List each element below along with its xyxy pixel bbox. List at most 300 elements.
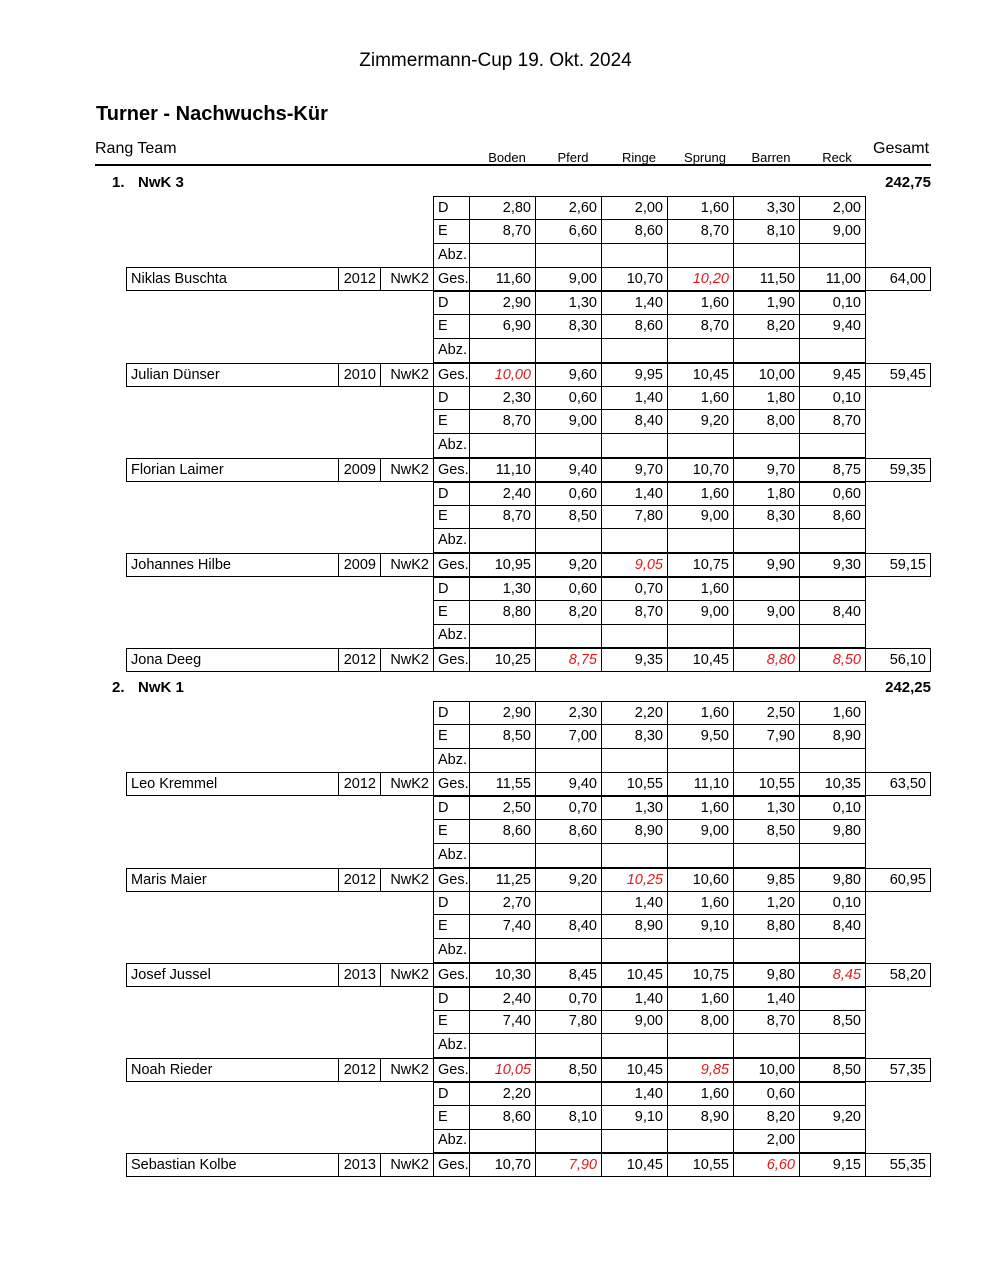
athlete-name: Noah Rieder <box>126 1058 339 1082</box>
score-abz <box>470 1034 536 1058</box>
score-d: 2,80 <box>470 196 536 220</box>
score-abz <box>536 1129 602 1153</box>
score-d: 2,30 <box>536 701 602 725</box>
score-abz <box>536 1034 602 1058</box>
score-e: 8,40 <box>536 915 602 939</box>
score-d: 0,10 <box>800 796 866 820</box>
score-ges: 10,45 <box>602 1153 668 1177</box>
score-ges: 8,75 <box>536 648 602 672</box>
row-label-abz: Abz. <box>433 1034 470 1058</box>
score-abz <box>734 749 800 773</box>
score-e: 8,50 <box>800 1010 866 1034</box>
score-abz <box>470 434 536 458</box>
row-label-e: E <box>433 1106 470 1130</box>
athlete-year: 2012 <box>339 267 381 291</box>
score-e: 8,10 <box>536 1106 602 1130</box>
score-e: 8,20 <box>734 315 800 339</box>
header-boden: Boden <box>488 150 526 165</box>
score-ges: 9,70 <box>734 458 800 482</box>
score-abz <box>800 529 866 553</box>
score-e: 9,10 <box>602 1106 668 1130</box>
athlete-year: 2010 <box>339 363 381 387</box>
score-ges: 10,00 <box>734 1058 800 1082</box>
section-title: Turner - Nachwuchs-Kür <box>96 103 328 125</box>
row-label-e: E <box>433 220 470 244</box>
score-ges: 9,20 <box>536 553 602 577</box>
score-ges: 10,00 <box>470 363 536 387</box>
athlete-year: 2012 <box>339 772 381 796</box>
row-label-abz: Abz. <box>433 434 470 458</box>
score-ges: 11,10 <box>668 772 734 796</box>
score-e: 8,40 <box>800 601 866 625</box>
score-e: 8,70 <box>800 410 866 434</box>
score-e: 8,50 <box>734 820 800 844</box>
row-label-abz: Abz. <box>433 244 470 268</box>
score-abz <box>602 1034 668 1058</box>
score-ges: 10,00 <box>734 363 800 387</box>
score-ges: 9,00 <box>536 267 602 291</box>
athlete-category: NwK2 <box>381 458 433 482</box>
score-e: 8,70 <box>470 220 536 244</box>
row-label-ges: Ges. <box>433 772 470 796</box>
athlete-total: 56,10 <box>866 648 931 672</box>
score-abz <box>470 529 536 553</box>
score-e: 8,60 <box>470 1106 536 1130</box>
team-total: 242,75 <box>885 174 931 191</box>
score-ges: 9,80 <box>800 868 866 892</box>
score-d: 0,10 <box>800 891 866 915</box>
score-abz <box>800 434 866 458</box>
score-e: 8,90 <box>800 725 866 749</box>
score-abz <box>602 1129 668 1153</box>
score-e: 9,00 <box>800 220 866 244</box>
score-d: 1,40 <box>602 891 668 915</box>
row-label-d: D <box>433 1082 470 1106</box>
score-d: 1,40 <box>602 386 668 410</box>
score-abz <box>470 624 536 648</box>
row-label-e: E <box>433 725 470 749</box>
row-label-e: E <box>433 1010 470 1034</box>
score-ges: 9,85 <box>734 868 800 892</box>
score-abz <box>800 939 866 963</box>
score-ges: 7,90 <box>536 1153 602 1177</box>
score-abz <box>734 529 800 553</box>
score-e: 9,00 <box>668 505 734 529</box>
score-e: 9,20 <box>800 1106 866 1130</box>
score-ges: 8,80 <box>734 648 800 672</box>
athlete-total: 64,00 <box>866 267 931 291</box>
score-ges: 10,60 <box>668 868 734 892</box>
score-ges: 9,35 <box>602 648 668 672</box>
row-label-d: D <box>433 196 470 220</box>
athlete-category: NwK2 <box>381 267 433 291</box>
score-ges: 9,70 <box>602 458 668 482</box>
athlete-name: Jona Deeg <box>126 648 339 672</box>
row-label-ges: Ges. <box>433 363 470 387</box>
score-d: 2,50 <box>734 701 800 725</box>
score-abz <box>734 339 800 363</box>
score-ges: 10,45 <box>668 363 734 387</box>
score-ges: 8,50 <box>800 1058 866 1082</box>
score-ges: 11,55 <box>470 772 536 796</box>
score-d: 0,60 <box>536 577 602 601</box>
score-e: 9,00 <box>668 820 734 844</box>
score-e: 9,80 <box>800 820 866 844</box>
score-e: 8,50 <box>470 725 536 749</box>
score-e: 9,00 <box>668 601 734 625</box>
header-sprung: Sprung <box>684 150 726 165</box>
row-label-d: D <box>433 796 470 820</box>
score-abz <box>800 1129 866 1153</box>
score-d: 2,90 <box>470 701 536 725</box>
score-d: 2,70 <box>470 891 536 915</box>
score-ges: 9,15 <box>800 1153 866 1177</box>
score-abz <box>668 529 734 553</box>
score-ges: 10,35 <box>800 772 866 796</box>
row-label-abz: Abz. <box>433 749 470 773</box>
athlete-total: 59,35 <box>866 458 931 482</box>
score-d: 1,60 <box>800 701 866 725</box>
score-ges: 10,55 <box>602 772 668 796</box>
score-ges: 11,25 <box>470 868 536 892</box>
score-abz <box>602 339 668 363</box>
score-e: 7,80 <box>536 1010 602 1034</box>
score-e: 8,90 <box>602 915 668 939</box>
score-d <box>536 1082 602 1106</box>
athlete-name: Sebastian Kolbe <box>126 1153 339 1177</box>
score-d: 0,60 <box>800 482 866 506</box>
header-rule <box>95 164 931 166</box>
header-ringe: Ringe <box>622 150 656 165</box>
athlete-total: 63,50 <box>866 772 931 796</box>
score-abz <box>470 244 536 268</box>
score-ges: 10,45 <box>602 1058 668 1082</box>
score-e: 7,40 <box>470 915 536 939</box>
score-e: 8,30 <box>536 315 602 339</box>
athlete-total: 55,35 <box>866 1153 931 1177</box>
score-d: 1,60 <box>668 796 734 820</box>
athlete-category: NwK2 <box>381 963 433 987</box>
score-abz <box>734 624 800 648</box>
athlete-category: NwK2 <box>381 648 433 672</box>
score-e: 8,70 <box>602 601 668 625</box>
score-e: 8,70 <box>668 220 734 244</box>
row-label-e: E <box>433 410 470 434</box>
score-d <box>536 891 602 915</box>
score-d: 2,90 <box>470 291 536 315</box>
score-abz <box>800 844 866 868</box>
team-rank: 2. <box>112 679 125 696</box>
score-d: 0,60 <box>536 482 602 506</box>
score-abz <box>470 339 536 363</box>
score-abz <box>602 434 668 458</box>
score-abz <box>536 434 602 458</box>
score-abz <box>602 844 668 868</box>
score-ges: 9,80 <box>734 963 800 987</box>
score-abz <box>734 939 800 963</box>
athlete-category: NwK2 <box>381 363 433 387</box>
row-label-d: D <box>433 891 470 915</box>
score-abz <box>734 844 800 868</box>
score-e: 8,20 <box>734 1106 800 1130</box>
score-d: 0,10 <box>800 386 866 410</box>
score-e: 7,40 <box>470 1010 536 1034</box>
team-rank: 1. <box>112 174 125 191</box>
score-d: 1,60 <box>668 701 734 725</box>
score-ges: 10,20 <box>668 267 734 291</box>
row-label-ges: Ges. <box>433 963 470 987</box>
score-e: 8,20 <box>536 601 602 625</box>
score-e: 6,60 <box>536 220 602 244</box>
athlete-name: Leo Kremmel <box>126 772 339 796</box>
score-d: 2,40 <box>470 987 536 1011</box>
athlete-year: 2012 <box>339 1058 381 1082</box>
header-rang-team: Rang Team <box>95 140 177 157</box>
score-abz <box>536 624 602 648</box>
score-d: 1,30 <box>602 796 668 820</box>
score-e: 9,00 <box>734 601 800 625</box>
score-d: 1,30 <box>470 577 536 601</box>
score-d: 3,30 <box>734 196 800 220</box>
row-label-abz: Abz. <box>433 529 470 553</box>
score-ges: 11,00 <box>800 267 866 291</box>
score-abz <box>536 529 602 553</box>
score-d: 2,50 <box>470 796 536 820</box>
score-abz <box>800 749 866 773</box>
score-ges: 11,50 <box>734 267 800 291</box>
score-d: 1,60 <box>668 891 734 915</box>
score-abz <box>602 529 668 553</box>
score-e: 8,30 <box>734 505 800 529</box>
row-label-e: E <box>433 820 470 844</box>
score-d: 2,20 <box>470 1082 536 1106</box>
score-ges: 10,45 <box>602 963 668 987</box>
row-label-ges: Ges. <box>433 458 470 482</box>
score-ges: 9,95 <box>602 363 668 387</box>
score-ges: 6,60 <box>734 1153 800 1177</box>
score-d: 1,40 <box>602 291 668 315</box>
score-e: 9,00 <box>602 1010 668 1034</box>
score-abz <box>668 1129 734 1153</box>
score-ges: 8,45 <box>536 963 602 987</box>
athlete-name: Niklas Buschta <box>126 267 339 291</box>
score-abz <box>602 939 668 963</box>
athlete-total: 59,45 <box>866 363 931 387</box>
row-label-ges: Ges. <box>433 267 470 291</box>
score-abz <box>470 939 536 963</box>
score-ges: 10,25 <box>602 868 668 892</box>
score-d <box>800 577 866 601</box>
score-e: 8,30 <box>602 725 668 749</box>
row-label-e: E <box>433 315 470 339</box>
score-ges: 9,60 <box>536 363 602 387</box>
score-abz <box>800 624 866 648</box>
score-ges: 10,55 <box>668 1153 734 1177</box>
score-e: 8,60 <box>800 505 866 529</box>
score-ges: 9,40 <box>536 458 602 482</box>
score-d: 1,30 <box>536 291 602 315</box>
header-gesamt: Gesamt <box>873 140 930 157</box>
score-d: 1,40 <box>602 482 668 506</box>
score-abz <box>734 1034 800 1058</box>
row-label-e: E <box>433 505 470 529</box>
score-ges: 11,10 <box>470 458 536 482</box>
score-ges: 10,30 <box>470 963 536 987</box>
score-abz <box>734 244 800 268</box>
score-ges: 10,70 <box>470 1153 536 1177</box>
score-abz <box>800 1034 866 1058</box>
score-e: 7,90 <box>734 725 800 749</box>
score-abz <box>602 624 668 648</box>
row-label-ges: Ges. <box>433 1153 470 1177</box>
score-abz <box>668 244 734 268</box>
score-ges: 10,25 <box>470 648 536 672</box>
score-abz <box>536 339 602 363</box>
score-ges: 10,70 <box>602 267 668 291</box>
score-e: 9,20 <box>668 410 734 434</box>
score-ges: 11,60 <box>470 267 536 291</box>
score-e: 8,70 <box>470 410 536 434</box>
score-d: 0,10 <box>800 291 866 315</box>
score-abz <box>668 749 734 773</box>
header-reck: Reck <box>822 150 852 165</box>
score-ges: 9,85 <box>668 1058 734 1082</box>
row-label-abz: Abz. <box>433 339 470 363</box>
athlete-year: 2012 <box>339 648 381 672</box>
row-label-ges: Ges. <box>433 553 470 577</box>
score-d: 2,30 <box>470 386 536 410</box>
score-d <box>734 577 800 601</box>
score-abz <box>668 844 734 868</box>
score-d: 1,40 <box>602 1082 668 1106</box>
row-label-d: D <box>433 987 470 1011</box>
score-d <box>800 987 866 1011</box>
score-abz <box>800 244 866 268</box>
score-d: 1,60 <box>668 196 734 220</box>
score-d: 1,60 <box>668 577 734 601</box>
score-e: 9,40 <box>800 315 866 339</box>
score-e: 8,00 <box>668 1010 734 1034</box>
score-ges: 10,45 <box>668 648 734 672</box>
athlete-name: Florian Laimer <box>126 458 339 482</box>
score-abz <box>536 244 602 268</box>
score-abz <box>602 749 668 773</box>
score-ges: 10,55 <box>734 772 800 796</box>
score-e: 8,60 <box>602 315 668 339</box>
row-label-abz: Abz. <box>433 939 470 963</box>
score-abz <box>734 434 800 458</box>
score-ges: 9,90 <box>734 553 800 577</box>
score-e: 8,60 <box>602 220 668 244</box>
score-e: 8,70 <box>734 1010 800 1034</box>
athlete-year: 2009 <box>339 553 381 577</box>
score-abz <box>668 624 734 648</box>
athlete-year: 2009 <box>339 458 381 482</box>
score-e: 8,40 <box>602 410 668 434</box>
score-e: 8,90 <box>668 1106 734 1130</box>
score-e: 8,60 <box>470 820 536 844</box>
score-e: 6,90 <box>470 315 536 339</box>
score-d: 1,20 <box>734 891 800 915</box>
score-ges: 9,05 <box>602 553 668 577</box>
score-d: 0,70 <box>536 796 602 820</box>
score-e: 8,60 <box>536 820 602 844</box>
score-d: 1,40 <box>602 987 668 1011</box>
row-label-d: D <box>433 386 470 410</box>
score-abz <box>800 339 866 363</box>
score-abz <box>536 939 602 963</box>
row-label-d: D <box>433 482 470 506</box>
athlete-category: NwK2 <box>381 1058 433 1082</box>
score-e: 7,00 <box>536 725 602 749</box>
score-ges: 10,75 <box>668 963 734 987</box>
score-abz <box>668 1034 734 1058</box>
score-d: 1,80 <box>734 386 800 410</box>
score-e: 9,10 <box>668 915 734 939</box>
score-d: 0,70 <box>602 577 668 601</box>
score-e: 8,50 <box>536 505 602 529</box>
row-label-ges: Ges. <box>433 648 470 672</box>
row-label-ges: Ges. <box>433 1058 470 1082</box>
athlete-name: Johannes Hilbe <box>126 553 339 577</box>
score-d: 1,40 <box>734 987 800 1011</box>
athlete-category: NwK2 <box>381 553 433 577</box>
athlete-year: 2012 <box>339 868 381 892</box>
row-label-abz: Abz. <box>433 624 470 648</box>
athlete-name: Maris Maier <box>126 868 339 892</box>
score-ges: 8,50 <box>536 1058 602 1082</box>
row-label-d: D <box>433 291 470 315</box>
row-label-abz: Abz. <box>433 1129 470 1153</box>
score-e: 9,00 <box>536 410 602 434</box>
score-d: 0,60 <box>734 1082 800 1106</box>
athlete-total: 57,35 <box>866 1058 931 1082</box>
score-d: 1,60 <box>668 386 734 410</box>
athlete-category: NwK2 <box>381 1153 433 1177</box>
row-label-d: D <box>433 701 470 725</box>
athlete-year: 2013 <box>339 963 381 987</box>
header-barren: Barren <box>751 150 791 165</box>
score-abz <box>668 434 734 458</box>
score-e: 8,10 <box>734 220 800 244</box>
team-total: 242,25 <box>885 679 931 696</box>
score-abz: 2,00 <box>734 1129 800 1153</box>
row-label-ges: Ges. <box>433 868 470 892</box>
team-name: NwK 3 <box>138 174 184 191</box>
score-e: 8,80 <box>470 601 536 625</box>
score-d: 2,40 <box>470 482 536 506</box>
score-ges: 10,05 <box>470 1058 536 1082</box>
athlete-category: NwK2 <box>381 868 433 892</box>
score-abz <box>668 939 734 963</box>
score-d: 1,60 <box>668 1082 734 1106</box>
score-d: 1,90 <box>734 291 800 315</box>
athlete-total: 59,15 <box>866 553 931 577</box>
score-ges: 10,70 <box>668 458 734 482</box>
row-label-d: D <box>433 577 470 601</box>
score-d: 2,00 <box>602 196 668 220</box>
score-ges: 8,50 <box>800 648 866 672</box>
header-pferd: Pferd <box>557 150 589 165</box>
score-d: 1,60 <box>668 291 734 315</box>
score-abz <box>602 244 668 268</box>
athlete-total: 60,95 <box>866 868 931 892</box>
score-e: 8,70 <box>470 505 536 529</box>
score-d: 1,30 <box>734 796 800 820</box>
score-d: 1,60 <box>668 482 734 506</box>
score-e: 8,00 <box>734 410 800 434</box>
score-ges: 9,40 <box>536 772 602 796</box>
